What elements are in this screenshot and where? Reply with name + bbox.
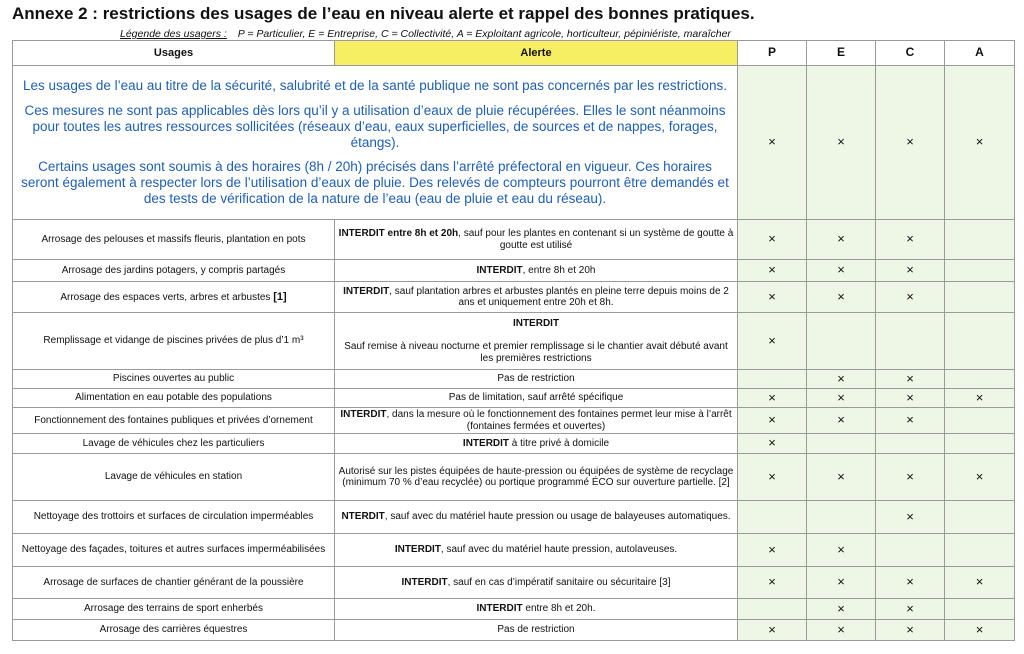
alert-cell bbox=[335, 370, 738, 389]
intro-row bbox=[13, 66, 1015, 220]
mark-e: × bbox=[807, 620, 876, 641]
header-c: C bbox=[876, 41, 945, 66]
alert-text: Pas de limitation, sauf arrêté spécifique bbox=[448, 392, 624, 404]
alert-keyword: INTERDIT bbox=[401, 576, 448, 588]
mark-c: × bbox=[876, 454, 945, 501]
mark-e bbox=[807, 313, 876, 370]
alert-cell bbox=[335, 434, 738, 454]
alert-cell bbox=[335, 408, 738, 434]
mark-p bbox=[738, 501, 807, 534]
mark-c: × bbox=[876, 501, 945, 534]
usage-cell bbox=[13, 599, 335, 620]
usage-text: Remplissage et vidange de piscines privées de plus d’1 m³ bbox=[43, 335, 304, 347]
usage-cell bbox=[13, 454, 335, 501]
mark-c bbox=[876, 434, 945, 454]
table-row bbox=[13, 370, 1015, 389]
alert-cell bbox=[335, 260, 738, 282]
usage-text: Lavage de véhicules en station bbox=[104, 471, 243, 483]
mark-e: × bbox=[807, 454, 876, 501]
alert-keyword: INTERDIT bbox=[340, 409, 387, 420]
alert-cell bbox=[335, 534, 738, 567]
mark-a: × bbox=[945, 620, 1015, 641]
mark-a bbox=[945, 501, 1015, 534]
alert-text: , dans la mesure où le fonctionnement des fontaines permet leur mise à l’arrêt (fontaines fermées et ouvertes) bbox=[386, 409, 732, 432]
table-header-row bbox=[13, 41, 1015, 66]
alert-keyword: INTERDIT bbox=[476, 264, 523, 276]
usage-cell bbox=[13, 220, 335, 260]
mark-a: × bbox=[945, 454, 1015, 501]
header-a: A bbox=[945, 41, 1015, 66]
header-alerte: Alerte bbox=[335, 41, 738, 66]
alert-cell bbox=[335, 389, 738, 408]
intro-paragraph: Les usages de l’eau au titre de la sécurité, salubrité et de la santé publique ne sont pas concernés par les restrictions. bbox=[23, 77, 727, 93]
page-title: Annexe 2 : restrictions des usages de l’eau en niveau alerte et rappel des bonnes pratiques. bbox=[12, 4, 755, 23]
alert-text: , sauf avec du matériel haute pression, autolaveuses. bbox=[440, 544, 678, 556]
header-p: P bbox=[738, 41, 807, 66]
usage-cell bbox=[13, 370, 335, 389]
mark-a bbox=[945, 220, 1015, 260]
mark-c: × bbox=[876, 389, 945, 408]
alert-keyword: NTERDIT bbox=[341, 511, 385, 523]
alert-cell bbox=[335, 599, 738, 620]
mark-c: × bbox=[876, 599, 945, 620]
usage-text: Nettoyage des trottoirs et surfaces de circulation imperméables bbox=[33, 511, 314, 523]
alert-text: Pas de restriction bbox=[497, 624, 575, 636]
legend bbox=[120, 28, 731, 40]
header-usages: Usages bbox=[13, 41, 335, 66]
mark-p: × bbox=[738, 434, 807, 454]
mark-c: × bbox=[876, 567, 945, 599]
mark-p: × bbox=[738, 567, 807, 599]
mark-p: × bbox=[738, 282, 807, 313]
usage-text: Piscines ouvertes au public bbox=[112, 373, 235, 385]
alert-keyword: INTERDIT entre 8h et 20h bbox=[338, 228, 459, 239]
mark-e: × bbox=[807, 370, 876, 389]
table-row bbox=[13, 434, 1015, 454]
alert-text: , sauf plantation arbres et arbustes plantés en pleine terre depuis moins de 2 ans et uniquement entre 20h et 8h. bbox=[389, 285, 729, 308]
mark-p: × bbox=[738, 260, 807, 282]
table-row bbox=[13, 260, 1015, 282]
mark-e: × bbox=[807, 260, 876, 282]
mark-e: × bbox=[807, 534, 876, 567]
alert-text: entre 8h et 20h. bbox=[522, 603, 596, 615]
alert-keyword: INTERDIT bbox=[462, 437, 510, 449]
alert-cell bbox=[335, 501, 738, 534]
mark-a bbox=[945, 260, 1015, 282]
alert-keyword: INTERDIT bbox=[394, 544, 441, 556]
table-row bbox=[13, 501, 1015, 534]
mark-a bbox=[945, 370, 1015, 389]
mark-a: × bbox=[945, 567, 1015, 599]
alert-text: Pas de restriction bbox=[497, 373, 575, 385]
table-row bbox=[13, 282, 1015, 313]
mark-p bbox=[738, 370, 807, 389]
usage-cell bbox=[13, 282, 335, 313]
table-row bbox=[13, 389, 1015, 408]
alert-text: Autorisé sur les pistes équipées de haute-pression ou équipées de système de recyclage (minimum 70 % d’eau recyclée) ou portique programmé ÉCO sur ouverture partielle. [2] bbox=[338, 465, 734, 488]
usage-cell bbox=[13, 434, 335, 454]
mark-c bbox=[876, 534, 945, 567]
mark-a bbox=[945, 313, 1015, 370]
mark-p: × bbox=[738, 389, 807, 408]
usage-cell bbox=[13, 620, 335, 641]
mark-p: × bbox=[738, 454, 807, 501]
alert-cell bbox=[335, 220, 738, 260]
mark-c: × bbox=[876, 370, 945, 389]
table-row bbox=[13, 454, 1015, 501]
mark-p: × bbox=[738, 313, 807, 370]
mark-a bbox=[945, 408, 1015, 434]
table-row bbox=[13, 220, 1015, 260]
mark-e: × bbox=[807, 220, 876, 260]
header-e: E bbox=[807, 41, 876, 66]
mark-p: × bbox=[738, 220, 807, 260]
usage-text: Alimentation en eau potable des populations bbox=[75, 392, 272, 404]
usage-text: Arrosage des espaces verts, arbres et arbustes bbox=[60, 291, 271, 303]
alert-cell bbox=[335, 567, 738, 599]
mark-c: × bbox=[876, 260, 945, 282]
usage-cell bbox=[13, 313, 335, 370]
usage-text: Fonctionnement des fontaines publiques et privées d’ornement bbox=[34, 414, 313, 426]
usage-footnote-ref: [1] bbox=[273, 290, 287, 303]
restrictions-table bbox=[12, 40, 1015, 641]
usage-cell bbox=[13, 567, 335, 599]
mark-c: × bbox=[876, 66, 945, 220]
table-row bbox=[13, 313, 1015, 370]
mark-a: × bbox=[945, 66, 1015, 220]
mark-e: × bbox=[807, 282, 876, 313]
mark-a: × bbox=[945, 389, 1015, 408]
mark-e: × bbox=[807, 567, 876, 599]
table-row bbox=[13, 567, 1015, 599]
mark-p bbox=[738, 599, 807, 620]
mark-p: × bbox=[738, 408, 807, 434]
mark-c bbox=[876, 313, 945, 370]
table-row bbox=[13, 620, 1015, 641]
usage-text: Arrosage des jardins potagers, y compris partagés bbox=[61, 264, 286, 276]
intro-paragraph: Ces mesures ne sont pas applicables dès lors qu’il y a utilisation d’eaux de pluie récupérées. Elles le sont néanmoins pour toutes les autres ressources sollicitées (réseaux d’eau, eaux superficielles, de sources et de nappes, forages, étangs). bbox=[24, 102, 726, 150]
mark-c: × bbox=[876, 220, 945, 260]
alert-text: à titre privé à domicile bbox=[509, 437, 610, 449]
alert-cell bbox=[335, 454, 738, 501]
intro-cell bbox=[13, 66, 738, 220]
mark-e bbox=[807, 501, 876, 534]
usage-text: Arrosage des pelouses et massifs fleuris, plantation en pots bbox=[41, 233, 306, 245]
alert-keyword: INTERDIT bbox=[343, 285, 390, 297]
table-row bbox=[13, 599, 1015, 620]
alert-cell bbox=[335, 282, 738, 313]
alert-cell bbox=[335, 313, 738, 370]
mark-c: × bbox=[876, 282, 945, 313]
usage-cell bbox=[13, 260, 335, 282]
mark-p: × bbox=[738, 534, 807, 567]
mark-a bbox=[945, 282, 1015, 313]
mark-p: × bbox=[738, 66, 807, 220]
mark-e: × bbox=[807, 389, 876, 408]
mark-e: × bbox=[807, 599, 876, 620]
alert-text: , sauf en cas d’impératif sanitaire ou sécuritaire [3] bbox=[447, 576, 671, 588]
alert-text: , entre 8h et 20h bbox=[522, 264, 596, 276]
mark-e: × bbox=[807, 408, 876, 434]
usage-cell bbox=[13, 534, 335, 567]
alert-cell bbox=[335, 620, 738, 641]
alert-text: , sauf pour les plantes en contenant si un système de goutte à goutte est utilisé bbox=[458, 228, 734, 251]
legend-text: P = Particulier, E = Entreprise, C = Collectivité, A = Exploitant agricole, horticulteur, pépiniériste, maraîcher bbox=[237, 28, 731, 40]
alert-keyword: INTERDIT bbox=[512, 318, 560, 329]
usage-cell bbox=[13, 501, 335, 534]
mark-a bbox=[945, 434, 1015, 454]
mark-e bbox=[807, 434, 876, 454]
usage-text: Arrosage des carrières équestres bbox=[99, 624, 248, 636]
intro-paragraph: Certains usages sont soumis à des horaires (8h / 20h) précisés dans l’arrêté préfectoral en vigueur. Ces horaires seront également à respecter lors de l’utilisation d’eaux de pluie. Des relevés de compteurs pourront être demandés et des tests de vérification de la nature de l’eau (eau de pluie et eau du réseau). bbox=[21, 159, 729, 207]
usage-text: Arrosage des terrains de sport enherbés bbox=[84, 603, 263, 615]
table-row bbox=[13, 408, 1015, 434]
mark-a bbox=[945, 534, 1015, 567]
usage-text: Arrosage de surfaces de chantier générant de la poussière bbox=[43, 576, 304, 588]
mark-e: × bbox=[807, 66, 876, 220]
legend-label: Légende des usagers : bbox=[120, 28, 227, 40]
table-row bbox=[13, 534, 1015, 567]
mark-p: × bbox=[738, 620, 807, 641]
mark-a bbox=[945, 599, 1015, 620]
alert-text: Sauf remise à niveau nocturne et premier remplissage si le chantier avait débuté avant les premières restrictions bbox=[344, 341, 728, 364]
alert-text: , sauf avec du matériel haute pression ou usage de balayeuses automatiques. bbox=[384, 511, 731, 523]
alert-keyword: INTERDIT bbox=[476, 603, 523, 615]
usage-cell bbox=[13, 408, 335, 434]
usage-text: Nettoyage des façades, toitures et autres surfaces imperméabilisées bbox=[21, 544, 326, 556]
usage-text: Lavage de véhicules chez les particuliers bbox=[82, 437, 265, 449]
mark-c: × bbox=[876, 408, 945, 434]
usage-cell bbox=[13, 389, 335, 408]
mark-c: × bbox=[876, 620, 945, 641]
